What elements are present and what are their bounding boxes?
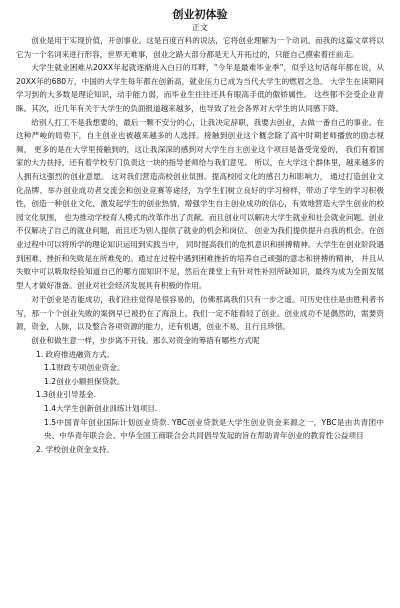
list-item: 1.4大学生创新创业训练计划项目. <box>44 404 158 414</box>
list-item: 1.5中国青年创业国际计划创业贷款. YBC创业贷款是大学生创业资金来源之一，YBC是由共青团中央、中华青年联合会、中华全国工商联合会共同倡导发起的旨在帮助青年创业的教育性公益项目 <box>44 417 384 441</box>
page-title: 创业初体验 <box>172 8 228 21</box>
list-item: 1.2创业小额担保贷款。 <box>44 376 125 386</box>
list-item: 1. 政府推进融资方式。 <box>36 349 115 359</box>
paragraph: 创业是用于实现价值，开创事业。这是百度百科的说法，它将创业理解为一个动词。而我的这篇文章将以它为一个名词来进行形容，世界无难事，创业之路大部分都是无人开拓过的，只能自己摸索着往前走。 <box>16 36 384 59</box>
paragraph: 给别人打工不是我想要的，最后一颗不安分的心，让我决定辞职，我要去创业，去做一番自己的事业。在这种严峻的局势下，自主创业也被越来越多的人选择。接触到创业这个概念除了高中时期老师播放的励志视频， 更多的是在大学里接触到的，这让我深深的感到对大学生自主创业这个项目是备受宠爱的， 我们有着国家的大力扶持，还有着学校专门负责这一块的指导老师给与我们意见。 所以，在大学这个群体里，越来越多的人拥有这强烈的创业意愿。 这对我们营造高校创业氛围。提高校园文化的感召力和影响力， 通过打造创业文化品牌、举办创业成功者交流会和创业竞赛等途径，为学生们树立良好的学习榜样，带动了学生的学习积极性，创造一种创业文化，激发起学生的创业热情，增强学生自主创业成功的信心，有效地营造大学生创业的校园文化氛围， 也为推动学校育人模式的改革作出了贡献。而且创业可以解决大学生就业和社会就业问题。创业不仅解决了自己的就业问题，而且还为别人提供了就业的机会和岗位。 创业为我们提供提升自我的机会。在创业过程中可以将所学的理论知识运用到实践当中， 同时提高我们的危机意识和拼搏精神。大学生在创业阶段遇到困难、挫折和失败是在所难免的。通过在过程中遇到困难挫折的培养自己顽强的意志和拼搏的精神， 并且从失败中可以吸取经验知道自己的哪方面知识不足，然后在课堂上有针对性补回所缺知识，最终为成为全面发展型人才做好准备。创业对社会经济发展具有积极的作用。 <box>16 117 384 290</box>
paragraph: 对于创业是否能成功，我们往往觉得是很容易的，仿佛那离我们只有一步之遥。可历史往往是由胜利者书写，那一个个创业失败的案例早已被扔在了海浪上。我们一定不能看轻了创业。创业成功不是偶然的，需要资源，资金，人脉，以及整合各项资源的能力，还有机遇，创业不易，且行且珍惜。 <box>16 295 384 332</box>
list-item: 1.1财政专项创业资金。 <box>44 363 125 373</box>
page-subtitle: 正文 <box>192 23 208 32</box>
paragraph: 大学生就业困难从20XX年起就逐渐进入白日的耳畔，“今年是最难毕业季”，似乎这句话每年都在说，从20XX年的680万，中国的大学生每年都在创新高，就业压力已成为当代大学生的燃眉之急。 大学生在读期间学习到的大多数是理论知识，动手能力弱，而毕业生往往还具有眼高手低的傲娇属性。 这些都不会受企业青睐。其次，近几年有关于大学生的负面报道越来越多，也导致了社会各界对大学生的认同感下降。 <box>16 63 384 113</box>
paragraph: 创业和做生意一样，步步离不开钱。那么对资金的筹措有哪些方式呢 <box>31 336 260 346</box>
list-item: 1.3创业引导基金. <box>36 390 97 400</box>
list-item: 2. 学校创业资金支持。 <box>36 444 115 454</box>
